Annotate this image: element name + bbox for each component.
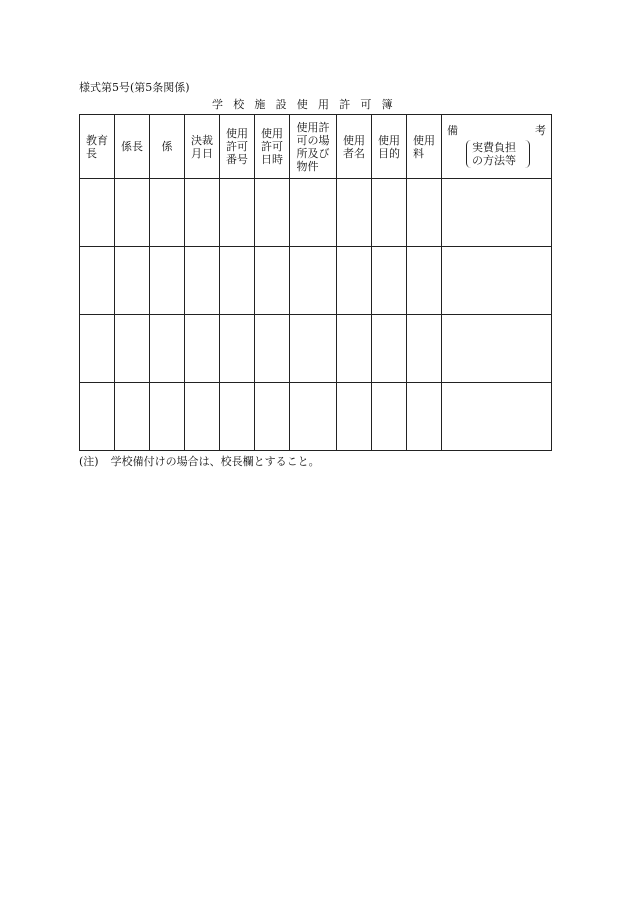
header-cell-fee: 使用 料 [407, 115, 442, 179]
table-cell [185, 247, 220, 315]
table-cell [150, 247, 185, 315]
table-cell [80, 179, 115, 247]
permit-register-table [79, 114, 552, 451]
header-cell-purpose: 使用 目的 [372, 115, 407, 179]
table-cell [80, 247, 115, 315]
table-row [80, 179, 552, 247]
header-cell-remarks [442, 115, 552, 179]
document-title: 学校施設使用許可簿 [212, 98, 403, 111]
table-cell [185, 179, 220, 247]
table-cell [442, 383, 552, 451]
table-cell [372, 383, 407, 451]
table-cell [185, 315, 220, 383]
table-cell [337, 179, 372, 247]
table-cell [220, 179, 255, 247]
table-cell [185, 383, 220, 451]
table-cell [337, 383, 372, 451]
table-cell [150, 383, 185, 451]
table-cell [150, 179, 185, 247]
table-cell [115, 179, 150, 247]
remarks-note-text: 実費負担 の方法等 [472, 141, 516, 167]
table-row [80, 383, 552, 451]
header-cell-staff: 係 [150, 115, 185, 179]
table-cell [337, 315, 372, 383]
table-cell [115, 247, 150, 315]
table-cell [290, 383, 337, 451]
table-cell [220, 315, 255, 383]
remarks-label-right: 考 [535, 124, 546, 137]
table-cell [255, 383, 290, 451]
header-cell-section-chief: 係長 [115, 115, 150, 179]
table-cell [407, 179, 442, 247]
table-cell [80, 383, 115, 451]
table-cell [290, 247, 337, 315]
table-cell [442, 179, 552, 247]
table-row [80, 247, 552, 315]
table-cell [220, 247, 255, 315]
footnote-text: 学校備付けの場合は、校長欄とすること。 [110, 455, 320, 468]
table-cell [442, 247, 552, 315]
table-cell [407, 315, 442, 383]
table-cell [220, 383, 255, 451]
table-cell [372, 315, 407, 383]
table-body [80, 179, 552, 451]
table-cell [115, 315, 150, 383]
table-cell [255, 179, 290, 247]
table-cell [115, 383, 150, 451]
footnote-marker: (注) [79, 455, 99, 468]
table-cell [372, 247, 407, 315]
table-cell [407, 383, 442, 451]
table-cell [337, 247, 372, 315]
footnote [79, 455, 320, 469]
header-cell-permit-datetime: 使用 許可 日時 [255, 115, 290, 179]
table-row [80, 315, 552, 383]
header-cell-permit-number: 使用 許可 番号 [220, 115, 255, 179]
remarks-label-left: 備 [447, 124, 458, 137]
table-cell [290, 315, 337, 383]
form-number-label: 様式第5号(第5条関係) [79, 81, 190, 94]
table-cell [150, 315, 185, 383]
table-cell [80, 315, 115, 383]
header-row [80, 115, 552, 179]
remarks-note-bracket [466, 140, 530, 168]
table-cell [442, 315, 552, 383]
header-cell-user-name: 使用 者名 [337, 115, 372, 179]
header-cell-superintendent: 教育 長 [80, 115, 115, 179]
table-cell [407, 247, 442, 315]
table-cell [255, 315, 290, 383]
table-cell [372, 179, 407, 247]
table-cell [255, 247, 290, 315]
header-cell-approval-date: 決裁 月日 [185, 115, 220, 179]
table-cell [290, 179, 337, 247]
header-cell-location-property: 使用許 可の場 所及び 物件 [290, 115, 337, 179]
